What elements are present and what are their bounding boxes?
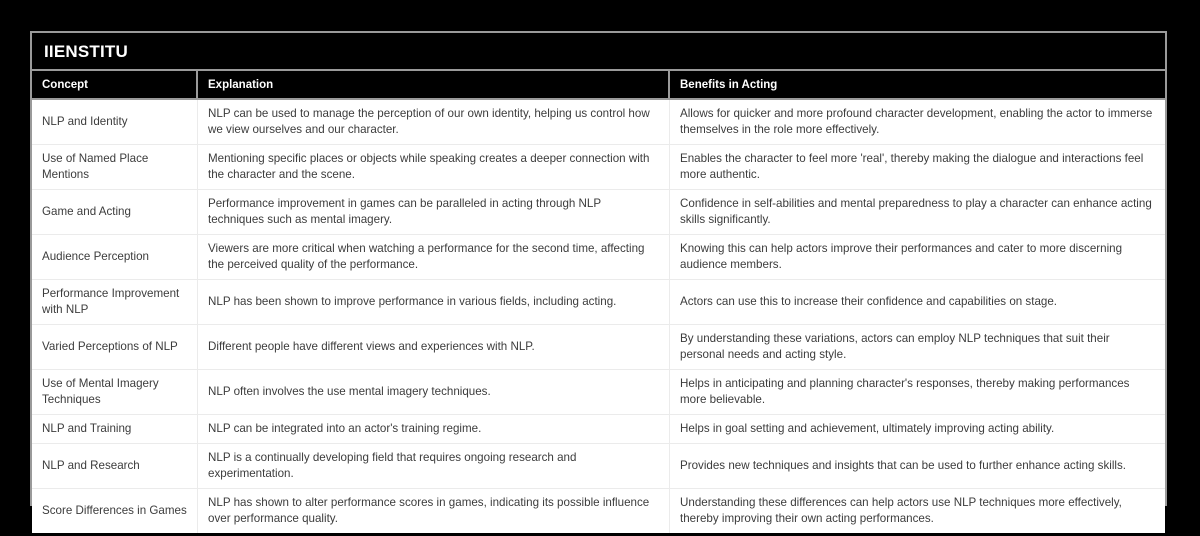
cell-explanation [198,235,670,279]
table-row [32,370,1165,415]
cell-explanation-text: NLP has shown to alter performance scores in games, indicating its possible influence over performance quality. [208,495,650,525]
cell-benefit [670,145,1165,189]
cell-explanation-text: NLP is a continually developing field that requires ongoing research and experimentation. [208,450,577,480]
brand-bar [32,33,1165,71]
cell-concept-text: Varied Perceptions of NLP [42,339,178,353]
cell-benefit [670,190,1165,234]
cell-explanation-text: Mentioning specific places or objects while speaking creates a deeper connection with the character and the scene. [208,151,650,181]
cell-concept [32,190,198,234]
cell-benefit-text: Provides new techniques and insights that can be used to further enhance acting skills. [680,458,1126,472]
table-row [32,100,1165,145]
cell-concept-text: Use of Named Place Mentions [42,151,149,181]
cell-explanation [198,100,670,144]
cell-concept-text: Performance Improvement with NLP [42,286,180,316]
cell-concept-text: Game and Acting [42,204,131,218]
cell-explanation-text: NLP can be used to manage the perception of our own identity, helping us control how we view ourselves and our character. [208,107,650,136]
cell-explanation-text: NLP often involves the use mental imagery techniques. [208,384,491,398]
cell-concept [32,325,198,369]
cell-benefit-text: By understanding these variations, actors can employ NLP techniques that suit their personal needs and acting style. [680,331,1110,361]
cell-benefit [670,489,1165,533]
cell-benefit-text: Enables the character to feel more 'real', thereby making the dialogue and interactions feel more authentic. [680,151,1144,181]
cell-explanation [198,280,670,324]
cell-explanation-text: NLP can be integrated into an actor's training regime. [208,421,482,435]
table-row [32,489,1165,533]
cell-benefit-text: Knowing this can help actors improve their performances and cater to more discerning audience members. [680,241,1123,271]
cell-explanation [198,415,670,443]
cell-explanation-text: Different people have different views and experiences with NLP. [208,339,535,353]
cell-benefit-text: Confidence in self-abilities and mental preparedness to play a character can enhance acting skills significantly. [680,196,1152,226]
table-body [32,100,1165,533]
cell-benefit-text: Helps in goal setting and achievement, ultimately improving acting ability. [680,421,1055,435]
cell-concept-text: NLP and Training [42,421,132,435]
table-row [32,145,1165,190]
table-row [32,190,1165,235]
cell-concept [32,145,198,189]
table-row [32,280,1165,325]
cell-concept-text: NLP and Identity [42,114,128,128]
brand-title: IIENSTITU [44,41,128,61]
cell-benefit [670,370,1165,414]
cell-explanation [198,145,670,189]
cell-concept [32,489,198,533]
column-header-benefits-in-acting: Benefits in Acting [680,78,778,91]
cell-benefit [670,100,1165,144]
cell-benefit [670,444,1165,488]
cell-explanation-text: Viewers are more critical when watching a performance for the second time, affecting the perceived quality of the performance. [208,241,645,271]
cell-concept [32,235,198,279]
cell-explanation [198,489,670,533]
cell-explanation-text: Performance improvement in games can be paralleled in acting through NLP techniques such as mental imagery. [208,196,601,226]
cell-benefit [670,415,1165,443]
table-header-row [32,71,1165,100]
cell-benefit-text: Actors can use this to increase their confidence and capabilities on stage. [680,294,1058,308]
cell-benefit [670,325,1165,369]
table-row [32,325,1165,370]
cell-benefit [670,280,1165,324]
column-header-explanation: Explanation [198,71,670,98]
cell-benefit-text: Allows for quicker and more profound character development, enabling the actor to immerse themselves in the role more effectively. [680,107,1153,136]
table-row [32,444,1165,489]
cell-benefit [670,235,1165,279]
table-row [32,415,1165,444]
cell-explanation [198,190,670,234]
cell-concept [32,100,198,144]
cell-concept-text: NLP and Research [42,458,140,472]
cell-concept [32,280,198,324]
cell-concept-text: Audience Perception [42,249,149,263]
cell-benefit-text: Understanding these differences can help actors use NLP techniques more effectively, thereby improving their own acting performances. [680,495,1122,525]
cell-concept [32,415,198,443]
cell-concept-text: Use of Mental Imagery Techniques [42,376,159,406]
cell-explanation [198,444,670,488]
column-header-concept: Concept [32,71,198,98]
cell-concept [32,370,198,414]
cell-explanation [198,370,670,414]
cell-benefit-text: Helps in anticipating and planning character's responses, thereby making performances more believable. [680,376,1130,406]
table-row [32,235,1165,280]
cell-concept [32,444,198,488]
cell-concept-text: Score Differences in Games [42,503,187,517]
cell-explanation [198,325,670,369]
concepts-table [30,31,1167,525]
cell-explanation-text: NLP has been shown to improve performance in various fields, including acting. [208,294,617,308]
